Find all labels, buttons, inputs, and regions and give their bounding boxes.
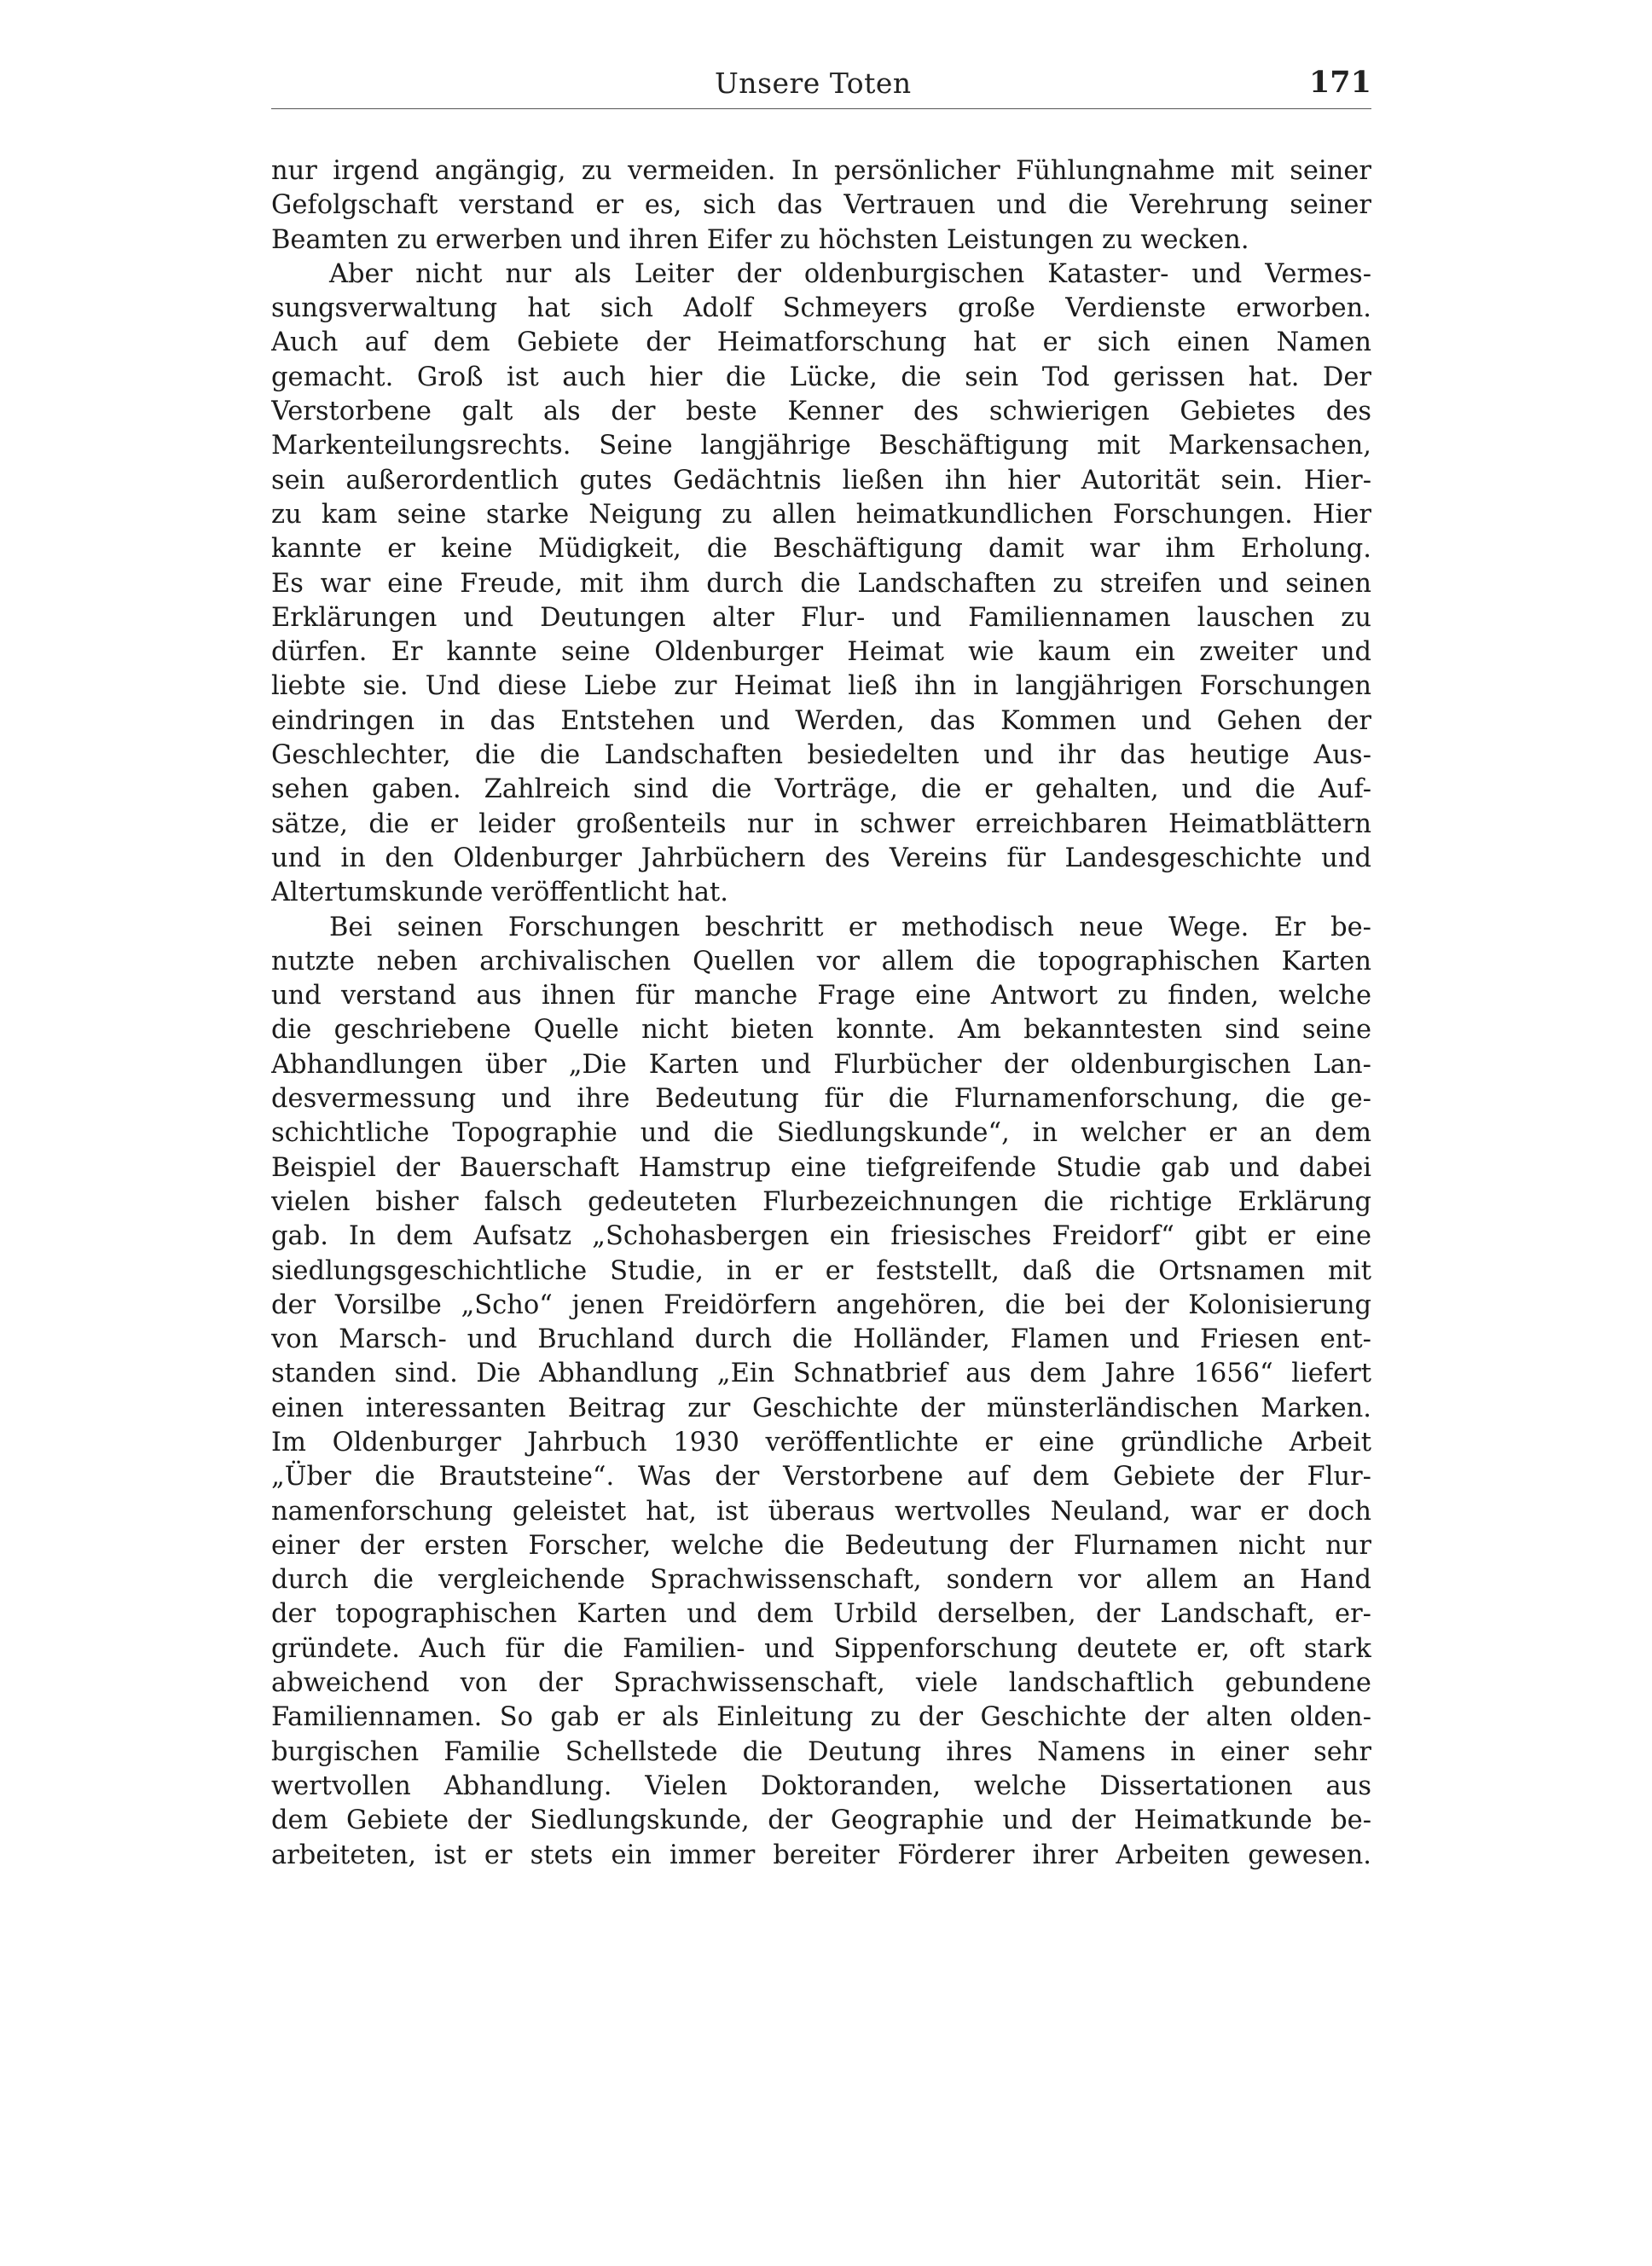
text-line: desvermessung und ihre Bedeutung für die Flurnamenforschung, die ge- xyxy=(271,1084,1371,1115)
text-line: wertvollen Abhandlung. Vielen Doktoranden, welche Dissertationen aus xyxy=(271,1770,1371,1801)
text-line: durch die vergleichende Sprachwissenschaft, sondern vor allem an Hand xyxy=(271,1565,1371,1596)
text-line: Familiennamen. So gab er als Einleitung zu der Geschichte der alten olden- xyxy=(271,1702,1371,1733)
text-line: sein außerordentlich gutes Gedächtnis ließen ihn hier Autorität sein. Hier- xyxy=(271,465,1371,496)
text-line: kannte er keine Müdigkeit, die Beschäftigung damit war ihm Erholung. xyxy=(271,534,1371,565)
text-line: Verstorbene galt als der beste Kenner des schwierigen Gebietes des xyxy=(271,397,1371,427)
text-line: Aber nicht nur als Leiter der oldenburgischen Kataster- und Vermes- xyxy=(329,258,1371,289)
text-line: Altertumskunde veröffentlicht hat. xyxy=(271,878,728,908)
text-line: Abhandlungen über „Die Karten und Flurbücher der oldenburgischen Lan- xyxy=(271,1049,1371,1080)
text-line: von Marsch- und Bruchland durch die Holländer, Flamen und Friesen ent- xyxy=(271,1324,1371,1355)
text-line: der Vorsilbe „Scho“ jenen Freidörfern angehören, die bei der Kolonisierung xyxy=(271,1289,1371,1320)
text-line: der topographischen Karten und dem Urbild derselben, der Landschaft, er- xyxy=(271,1599,1371,1630)
text-line: zu kam seine starke Neigung zu allen heimatkundlichen Forschungen. Hier xyxy=(271,499,1371,530)
text-line: namenforschung geleistet hat, ist überaus wertvolles Neuland, war er doch xyxy=(271,1496,1371,1527)
text-line: Es war eine Freude, mit ihm durch die Landschaften zu streifen und seinen xyxy=(271,568,1371,599)
text-line: gründete. Auch für die Familien- und Sippenforschung deutete er, oft stark xyxy=(271,1633,1371,1664)
text-line: nur irgend angängig, zu vermeiden. In persönlicher Fühlungnahme mit seiner xyxy=(271,156,1371,186)
text-line: abweichend von der Sprachwissenschaft, viele landschaftlich gebundene xyxy=(271,1668,1371,1699)
text-line: liebte sie. Und diese Liebe zur Heimat ließ ihn in langjährigen Forschungen xyxy=(271,671,1371,702)
text-line: Bei seinen Forschungen beschritt er methodisch neue Wege. Er be- xyxy=(329,912,1371,942)
running-title: Unsere Toten xyxy=(715,67,912,100)
text-line: Geschlechter, die die Landschaften besiedelten und ihr das heutige Aus- xyxy=(271,740,1371,771)
text-line: vielen bisher falsch gedeuteten Flurbezeichnungen die richtige Erklärung xyxy=(271,1186,1371,1217)
text-line: gab. In dem Aufsatz „Schohasbergen ein friesisches Freidorf“ gibt er eine xyxy=(271,1221,1371,1252)
text-line: gemacht. Groß ist auch hier die Lücke, die sein Tod gerissen hat. Der xyxy=(271,362,1371,392)
text-line: „Über die Brautsteine“. Was der Verstorbene auf dem Gebiete der Flur- xyxy=(271,1462,1371,1492)
text-line: burgischen Familie Schellstede die Deutung ihres Namens in einer sehr xyxy=(271,1736,1371,1767)
text-line: und in den Oldenburger Jahrbüchern des Vereins für Landesgeschichte und xyxy=(271,843,1371,873)
text-line: sätze, die er leider großenteils nur in schwer erreichbaren Heimatblättern xyxy=(271,808,1371,839)
text-line: Erklärungen und Deutungen alter Flur- und Familiennamen lauschen zu xyxy=(271,602,1371,633)
body-text xyxy=(271,154,1371,1873)
text-line: sungsverwaltung hat sich Adolf Schmeyers große Verdienste erworben. xyxy=(271,293,1371,324)
text-line: Im Oldenburger Jahrbuch 1930 veröffentlichte er eine gründliche Arbeit xyxy=(271,1427,1371,1458)
text-line: Beamten zu erwerben und ihren Eifer zu höchsten Leistungen zu wecken. xyxy=(271,224,1249,255)
text-line: sehen gaben. Zahlreich sind die Vorträge, die er gehalten, und die Auf- xyxy=(271,774,1371,805)
text-line: einer der ersten Forscher, welche die Bedeutung der Flurnamen nicht nur xyxy=(271,1530,1371,1561)
text-line: siedlungsgeschichtliche Studie, in er er feststellt, daß die Ortsnamen mit xyxy=(271,1255,1371,1286)
text-line: dem Gebiete der Siedlungskunde, der Geographie und der Heimatkunde be- xyxy=(271,1805,1371,1836)
text-line: einen interessanten Beitrag zur Geschichte der münsterländischen Marken. xyxy=(271,1393,1371,1423)
text-line: Markenteilungsrechts. Seine langjährige Beschäftigung mit Markensachen, xyxy=(271,431,1371,461)
text-line: eindringen in das Entstehen und Werden, das Kommen und Gehen der xyxy=(271,705,1371,736)
text-line: standen sind. Die Abhandlung „Ein Schnatbrief aus dem Jahre 1656“ liefert xyxy=(271,1359,1371,1389)
text-line: Gefolgschaft verstand er es, sich das Vertrauen und die Verehrung seiner xyxy=(271,190,1371,221)
text-line: Beispiel der Bauerschaft Hamstrup eine tiefgreifende Studie gab und dabei xyxy=(271,1152,1371,1183)
header-rule xyxy=(271,108,1371,109)
text-line: die geschriebene Quelle nicht bieten konnte. Am bekanntesten sind seine xyxy=(271,1015,1371,1046)
text-line: arbeiteten, ist er stets ein immer bereiter Förderer ihrer Arbeiten gewesen. xyxy=(271,1840,1371,1870)
text-line: schichtliche Topographie und die Siedlungskunde“, in welcher er an dem xyxy=(271,1118,1371,1149)
text-line: dürfen. Er kannte seine Oldenburger Heimat wie kaum ein zweiter und xyxy=(271,637,1371,668)
page-header xyxy=(271,61,1371,113)
text-line: nutzte neben archivalischen Quellen vor allem die topographischen Karten xyxy=(271,946,1371,977)
page-number: 171 xyxy=(1308,65,1371,100)
text-line: und verstand aus ihnen für manche Frage eine Antwort zu finden, welche xyxy=(271,981,1371,1011)
text-line: Auch auf dem Gebiete der Heimatforschung hat er sich einen Namen xyxy=(271,327,1371,358)
